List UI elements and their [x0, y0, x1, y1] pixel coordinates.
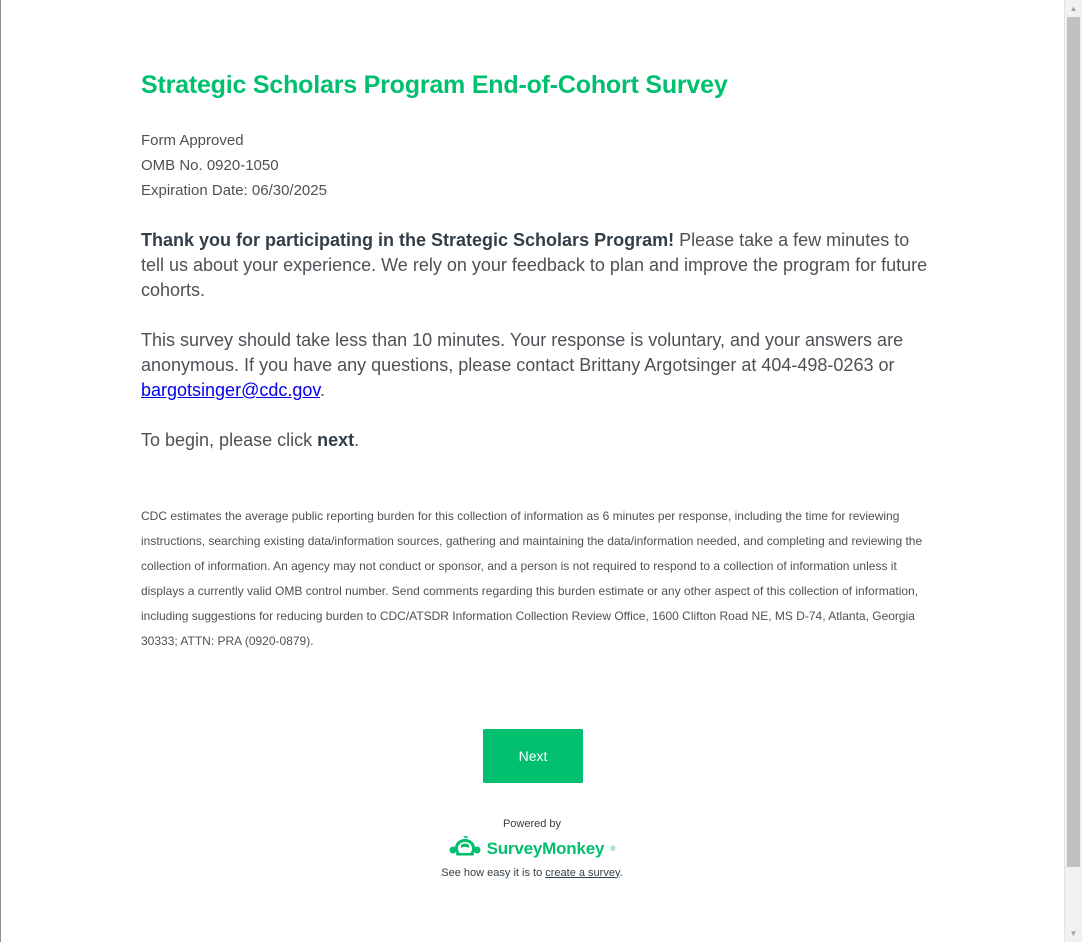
begin-text: To begin, please click: [141, 430, 318, 450]
easy-end: .: [619, 866, 623, 879]
begin-end: .: [354, 430, 360, 450]
begin-bold: next: [317, 430, 355, 450]
intro-bold: Thank you for participating in the Strategic Scholars Program!: [141, 230, 675, 250]
intro-paragraph: [141, 228, 931, 303]
contact-text: This survey should take less than 10 minutes. Your response is voluntary, and your answers are anonymous. If you have any questions, please contact Brittany Argotsinger at 404-498-0263 or: [141, 330, 904, 375]
expiration-date: Expiration Date: 06/30/2025: [141, 182, 327, 199]
vertical-scrollbar[interactable]: [1064, 0, 1082, 942]
powered-by-label: Powered by: [502, 818, 562, 830]
window-left-border: [0, 0, 1, 942]
create-survey-line: [400, 865, 664, 881]
omb-number: OMB No. 0920-1050: [141, 157, 279, 174]
burden-statement: CDC estimates the average public reporting burden for this collection of information as 6 minutes per response, including the time for reviewing instructions, searching existing data/information sources, gathering and maintaining the data/information needed, and completing and reviewing the collection of information. An agency may not conduct or sponsor, and a person is not required to respond to a collection of information unless it displays a currently valid OMB control number. Send comments regarding this burden estimate or any other aspect of this collection of information, including suggestions for reducing burden to CDC/ATSDR Information Collection Review Office, 1600 Clifton Road NE, MS D-74, Atlanta, Georgia 30333; ATTN: PRA (0920-0879).: [141, 509, 923, 648]
next-button[interactable]: Next: [483, 729, 583, 783]
form-approval-block: [141, 128, 327, 203]
begin-paragraph: [141, 428, 931, 453]
contact-paragraph: [141, 328, 931, 403]
contact-end: .: [320, 380, 326, 400]
form-approved-label: Form Approved: [141, 132, 244, 149]
surveymonkey-logo-icon: [449, 836, 481, 863]
scroll-up-arrow-icon[interactable]: ▲: [1069, 4, 1078, 13]
intro-text: Please take a few minutes to tell us about your experience. We rely on your feedback to plan and improve the program for future cohorts.: [141, 230, 928, 300]
create-survey-link[interactable]: create a survey: [545, 866, 620, 879]
registered-mark: ®: [610, 845, 616, 853]
surveymonkey-logo-link[interactable]: [449, 836, 616, 862]
contact-email-link[interactable]: bargotsinger@cdc.gov: [141, 380, 321, 400]
powered-by-footer: [400, 815, 664, 881]
scroll-down-arrow-icon[interactable]: ▼: [1069, 929, 1078, 938]
easy-text: See how easy it is to: [441, 866, 546, 879]
page-title: Strategic Scholars Program End-of-Cohort Survey: [141, 71, 728, 99]
surveymonkey-brand: SurveyMonkey: [486, 839, 605, 858]
scrollbar-thumb[interactable]: [1067, 17, 1080, 867]
